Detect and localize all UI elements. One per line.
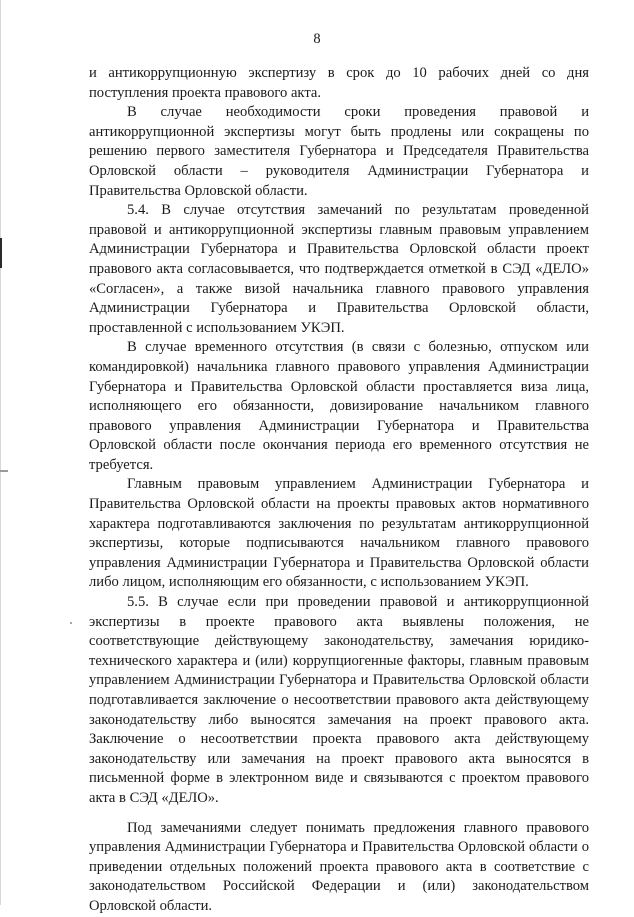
scan-margin-tick xyxy=(0,470,8,472)
paragraph: Под замечаниями следует понимать предложения главного правового управления Администрации Губернатора и Правительства Орловской области о приведении отдельных положений проекта правового акта в соответствие с законодательством Российской Федерации и (или) законодательством Орловской области. xyxy=(89,819,589,914)
page-number: 8 xyxy=(313,31,321,47)
paragraph: 5.4. В случае отсутствия замечаний по результатам проведенной правовой и антикоррупционной экспертизы главным правовым управлением Администрации Губернатора и Правительства Орловской области проект правового акта согласовывается, что подтверждается отметкой в СЭД «ДЕЛО» «Согласен», а также визой начальника главного правового управления Администрации Губернатора и Правительства Орловской области, проставленной с использованием УКЭП. xyxy=(89,202,589,336)
paragraph: 5.5. В случае если при проведении правовой и антикоррупционной экспертизы в проекте правового акта выявлены положения, не соответствующие действующему законодательству, замечания юридико-технического характера и (или) коррупциогенные факторы, главным правовым управлением Администрации Губернатора и Правительства Орловской области подготавливается заключение о несоответствии правового акта действующему законодательству либо выносятся замечания на проект правового акта. Заключение о несоответствии проекта правового акта действующему законодательству или замечания на проект правового акта выносятся в письменной форме в электронном виде и связываются с проектом правового акта в СЭД «ДЕЛО». xyxy=(89,594,589,806)
paragraph: В случае необходимости сроки проведения правовой и антикоррупционной экспертизы могут быть продлены или сокращены по решению первого заместителя Губернатора и Председателя Правительства Орловской области – руководителя Администрации Губернатора и Правительства Орловской области. xyxy=(89,104,589,199)
paragraph: и антикоррупционную экспертизу в срок до 10 рабочих дней со дня поступления проекта правового акта. xyxy=(89,65,589,101)
paragraph: В случае временного отсутствия (в связи с болезнью, отпуском или командировкой) начальника главного правового управления Администрации Губернатора и Правительства Орловской области проставляется виза лица, исполняющего его обязанности, довизирование начальником главного правового управления Администрации Губернатора и Правительства Орловской области после окончания периода его временного отсутствия не требуется. xyxy=(89,339,589,473)
document-body xyxy=(89,64,589,917)
paragraph: Главным правовым управлением Администрации Губернатора и Правительства Орловской области на проекты правовых актов нормативного характера подготавливаются заключения по результатам антикоррупционной экспертизы, которые подписываются начальником главного правового управления Администрации Губернатора и Правительства Орловской области либо лицом, исполняющим его обязанности, с использованием УКЭП. xyxy=(89,476,589,591)
scan-edge-line xyxy=(0,0,1,905)
scan-speck xyxy=(70,622,72,624)
scan-margin-mark xyxy=(0,238,2,268)
